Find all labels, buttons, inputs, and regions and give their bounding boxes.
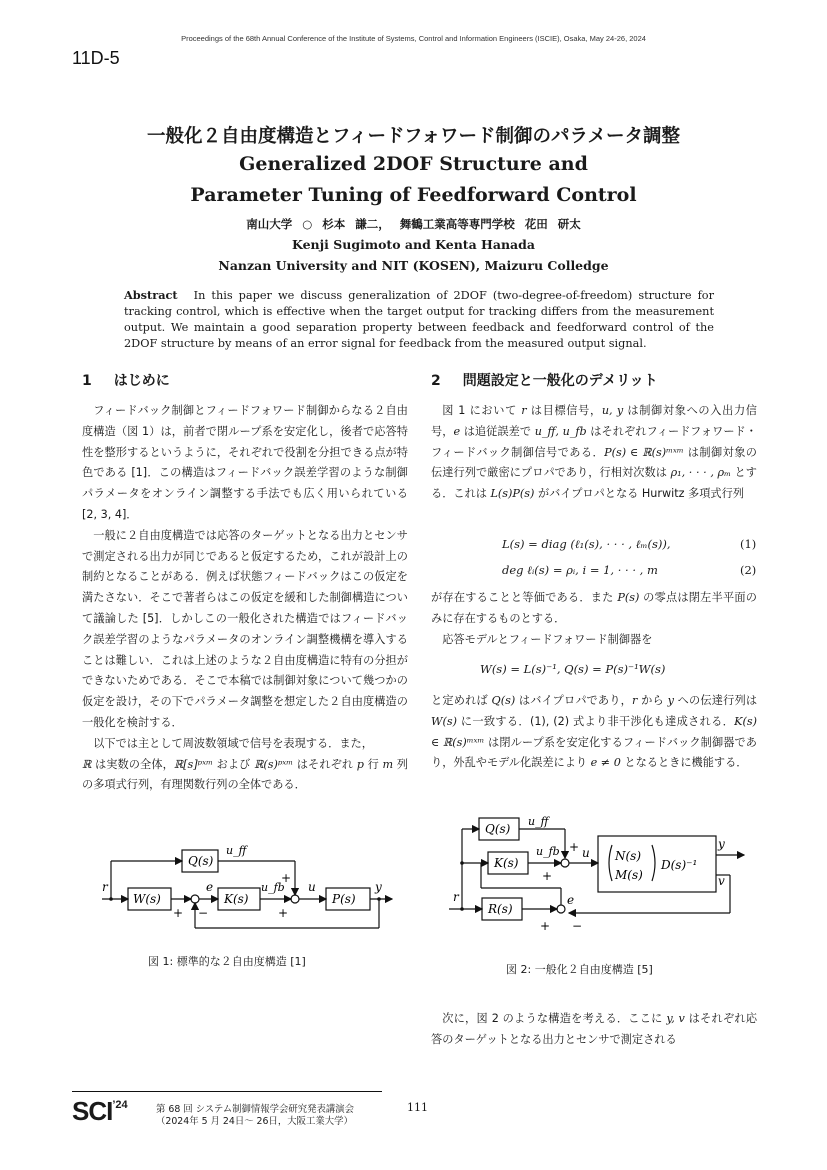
math-y: y bbox=[667, 694, 674, 707]
figure1-block-diagram bbox=[92, 838, 402, 938]
s2-s3: は制御対象への入出力信号， bbox=[431, 404, 757, 438]
math-m: m bbox=[382, 757, 394, 771]
section2-paragraph2 bbox=[431, 588, 757, 630]
section2-paragraph4 bbox=[431, 691, 757, 774]
section2-paragraph5 bbox=[431, 1009, 757, 1051]
fig2-label-q: Q(s) bbox=[485, 822, 511, 836]
s1p3-b: は実数の全体， bbox=[91, 757, 174, 771]
fig2-label-ufb: u_fb bbox=[536, 845, 560, 858]
math-reals: ℝ bbox=[82, 757, 92, 771]
section2-heading bbox=[431, 370, 658, 390]
s2-u4: への伝達行列は bbox=[673, 694, 758, 707]
fig1-label-k: K(s) bbox=[224, 892, 249, 906]
figure1-caption: 図 1: 標準的な２自由度構造 [1] bbox=[148, 955, 306, 968]
equation2-number: (2) bbox=[740, 563, 757, 577]
fig1-label-u: u bbox=[308, 880, 316, 894]
equation2: deg ℓᵢ(s) = ρᵢ, i = 1, · · · , m bbox=[502, 563, 658, 577]
math-rho: ρ₁, · · · , ρₘ bbox=[670, 466, 731, 480]
fig2-label-m: M(s) bbox=[615, 868, 643, 882]
sci-logo-year: ’24 bbox=[112, 1099, 128, 1111]
fig1-label-uff: u_ff bbox=[226, 844, 247, 857]
math-uff-ufb: u_ff, u_fb bbox=[534, 424, 587, 438]
math-e: e bbox=[453, 424, 461, 438]
equation1-number: (1) bbox=[740, 537, 757, 551]
s1p3-c: および bbox=[212, 757, 255, 771]
figure2-caption: 図 2: 一般化２自由度構造 [5] bbox=[506, 963, 653, 976]
abstract-label: Abstract bbox=[124, 288, 178, 302]
footer-conference: 第 68 回 システム制御情報学会研究発表講演会 bbox=[156, 1104, 355, 1115]
math-r: r bbox=[521, 404, 527, 417]
title-japanese: 一般化２自由度構造とフィードフォワード制御のパラメータ調整 bbox=[147, 126, 680, 147]
fig2-label-e: e bbox=[567, 893, 575, 907]
s2-s6: は制御対象の伝達行列で厳密にプロパであり，行相対次数は bbox=[431, 445, 757, 480]
proceedings-header: Proceedings of the 68th Annual Conference of the Institute of Systems, Control and Information Engineers (ISCIE), Osaka, May 24-26, 2024 bbox=[181, 34, 646, 43]
s2-u1: と定めれば bbox=[431, 694, 492, 707]
footer-date-venue: （2024年 5 月 24日～ 26日，大阪工業大学） bbox=[156, 1116, 353, 1127]
equation1: L(s) = diag (ℓ₁(s), · · · , ℓₘ(s)), bbox=[502, 537, 671, 551]
section1-paragraph2: 一般に２自由度構造では応答のターゲットとなる出力とセンサで測定される出力が同じであると仮定するため，これが設計上の制約となることがある．例えば状態フィードバックはこの仮定を満たさない．そこで著者らはこの仮定を緩和した制御構造について議論した [5]．しかしこの一般化された構造ではフィードバック誤差学習のようなパラメータのオンライン調整機構を導入することは難しい．これは上述のような２自由度構造に特有の分担ができないためである．そこで本稿では制御対象について幾つかの仮定を設け，その下でパラメータ調整を想定した２自由度構造の一般化を検討する． bbox=[82, 528, 408, 729]
math-uy: u, y bbox=[601, 404, 624, 417]
s2-t2: の零点は閉左半平面のみに存在するものとする． bbox=[431, 591, 757, 625]
math-poly-matrix: ℝ[s]ᵖˣᵐ bbox=[173, 757, 213, 771]
section2-body-c bbox=[431, 691, 757, 774]
fig2-sum-e bbox=[557, 905, 565, 913]
fig1-label-e: e bbox=[206, 880, 214, 894]
fig2-label-y: y bbox=[718, 837, 725, 851]
section1-heading bbox=[82, 370, 170, 390]
section1-title: はじめに bbox=[113, 373, 170, 389]
section1-paragraph1: フィードバック制御とフィードフォワード制御からなる２自由度構造（図 1）は，前者で閉ループ系を安定化し，後者で応答特性を整形するというように，それぞれで役割を分担できる点が特色である [1]．この構造はフィードバック誤差学習のような制御パラメータをオンライン調整する手法でも広く用いられている [2, 3, 4]． bbox=[82, 404, 408, 521]
section1-paragraph3 bbox=[82, 734, 408, 796]
fig1-sign-plus-ufb: + bbox=[278, 906, 289, 920]
section2-number: 2 bbox=[431, 373, 441, 389]
page-number: 111 bbox=[407, 1101, 428, 1114]
s2-u6: は閉ループ系を安定化するフィードバック制御器であり，外乱やモデル化誤差により bbox=[431, 735, 757, 770]
fig2-label-uff: u_ff bbox=[528, 815, 549, 828]
sci-logo-text: SCI bbox=[72, 1096, 113, 1126]
s2-u5: に一致する．(1), (2) 式より非干渉化も達成される． bbox=[456, 714, 735, 728]
fig1-sum-e bbox=[191, 895, 199, 903]
s1p3-f: 列の多項式行列，有理関数行列の全体である． bbox=[82, 757, 408, 792]
fig2-block-plant bbox=[598, 836, 716, 892]
section1-body bbox=[82, 401, 408, 796]
s2-s8: がバイプロパとなる Hurwitz 多項式行列 bbox=[534, 487, 744, 501]
title-english-line2: Parameter Tuning of Feedforward Control bbox=[190, 184, 637, 206]
math-lsps: L(s)P(s) bbox=[490, 487, 535, 501]
s2-s7: とする．これは bbox=[431, 466, 757, 501]
fig1-label-y: y bbox=[375, 880, 382, 894]
math-yv: y, v bbox=[666, 1012, 685, 1025]
fig2-label-d: D(s)⁻¹ bbox=[661, 858, 698, 872]
s2-u2: はバイプロパであり， bbox=[515, 694, 633, 707]
paper-code: 11D-5 bbox=[72, 48, 120, 68]
fig2-label-r: R(s) bbox=[488, 902, 513, 916]
fig2-sign-plus-uff: + bbox=[569, 840, 580, 854]
fig1-label-p: P(s) bbox=[332, 892, 356, 906]
fig1-label-ufb: u_fb bbox=[261, 881, 285, 894]
math-rational-matrix: ℝ(s)ᵖˣᵐ bbox=[254, 757, 294, 771]
abstract bbox=[124, 287, 714, 352]
title-english-line1: Generalized 2DOF Structure and bbox=[239, 153, 588, 175]
abstract-text: In this paper we discuss generalization of 2DOF (two-degree-of-freedom) structure for tracking control, which is effective when the target output for tracking differs from the measurement output. We maintain a good separation property between feedback and feedforward control of the 2DOF structure by means of an error signal for feedback from the measured output signal. bbox=[124, 289, 714, 350]
s2-s5: はそれぞれフィードフォワード・フィードバック制御信号である． bbox=[431, 424, 757, 459]
sci-logo bbox=[72, 1096, 128, 1127]
s2-s4: は追従誤差で bbox=[460, 424, 535, 438]
fig1-sign-minus-e: − bbox=[198, 906, 209, 920]
section2-body-b bbox=[431, 588, 757, 650]
s1p3-d: はそれぞれ bbox=[293, 757, 357, 771]
s2-s2: は目標信号， bbox=[526, 404, 602, 417]
section2-body-a bbox=[431, 401, 757, 505]
fig2-label-r-signal: r bbox=[453, 890, 459, 904]
fig1-sum-u bbox=[291, 895, 299, 903]
fig2-sign-plus-e: + bbox=[540, 919, 551, 933]
fig2-label-n: N(s) bbox=[615, 849, 642, 863]
s1p3-a: 以下では主として周波数領域で信号を表現する．また， bbox=[93, 736, 373, 750]
section2-paragraph1 bbox=[431, 401, 757, 505]
math-qs: Q(s) bbox=[491, 694, 516, 707]
math-p: p bbox=[356, 757, 364, 771]
fig2-sign-plus-ufb: + bbox=[542, 869, 553, 883]
section2-title: 問題設定と一般化のデメリット bbox=[462, 373, 658, 389]
affiliations-english: Nanzan University and NIT (KOSEN), Maizuru Colledge bbox=[218, 258, 609, 273]
fig1-sign-plus-uff: + bbox=[281, 871, 292, 885]
fig1-sign-plus-e: + bbox=[173, 906, 184, 920]
fig1-label-q: Q(s) bbox=[188, 854, 214, 868]
math-ks-in: K(s) ∈ ℝ(s)ᵐˣᵐ bbox=[431, 714, 757, 749]
fig2-label-k: K(s) bbox=[494, 856, 519, 870]
equation3: W(s) = L(s)⁻¹, Q(s) = P(s)⁻¹W(s) bbox=[480, 662, 666, 676]
s2-u3: から bbox=[637, 694, 668, 707]
s2-s1: 図 1 において bbox=[442, 404, 522, 417]
math-e-ne0: e ≠ 0 bbox=[590, 756, 621, 770]
s2-bottom1: 次に，図 2 のような構造を考える．ここに bbox=[442, 1012, 667, 1025]
section2-paragraph3: 応答モデルとフィードフォワード制御器を bbox=[442, 632, 653, 646]
fig2-label-u: u bbox=[582, 846, 590, 860]
fig2-label-v: v bbox=[718, 874, 725, 888]
fig2-sum-u bbox=[561, 859, 569, 867]
s2-bottom2: はそれぞれ応答のターゲットとなる出力とセンサで測定される bbox=[431, 1012, 758, 1046]
authors-english: Kenji Sugimoto and Kenta Hanada bbox=[292, 237, 535, 252]
figure2-block-diagram bbox=[446, 808, 756, 938]
math-r-2: r bbox=[632, 694, 638, 707]
s1p3-e: 行 bbox=[363, 757, 383, 771]
fig2-left-paren bbox=[609, 845, 612, 881]
s2-u7: となるときに機能する． bbox=[620, 756, 748, 770]
section1-number: 1 bbox=[82, 373, 92, 389]
s2-t1: が存在することと等価である．また bbox=[431, 591, 618, 604]
fig2-right-paren bbox=[652, 845, 655, 881]
authors-japanese: 南山大学 ○ 杉本 謙二， 舞鶴工業高等専門学校 花田 研太 bbox=[246, 217, 581, 231]
section2-body-d bbox=[431, 1009, 757, 1051]
math-ws: W(s) bbox=[431, 714, 457, 728]
fig1-label-w: W(s) bbox=[133, 892, 161, 906]
math-ps-in: P(s) ∈ ℝ(s)ᵐˣᵐ bbox=[604, 445, 684, 459]
math-ps: P(s) bbox=[617, 591, 640, 604]
fig2-sign-minus-e: − bbox=[572, 919, 583, 933]
fig1-label-r: r bbox=[102, 880, 108, 894]
footer-rule bbox=[72, 1091, 382, 1092]
